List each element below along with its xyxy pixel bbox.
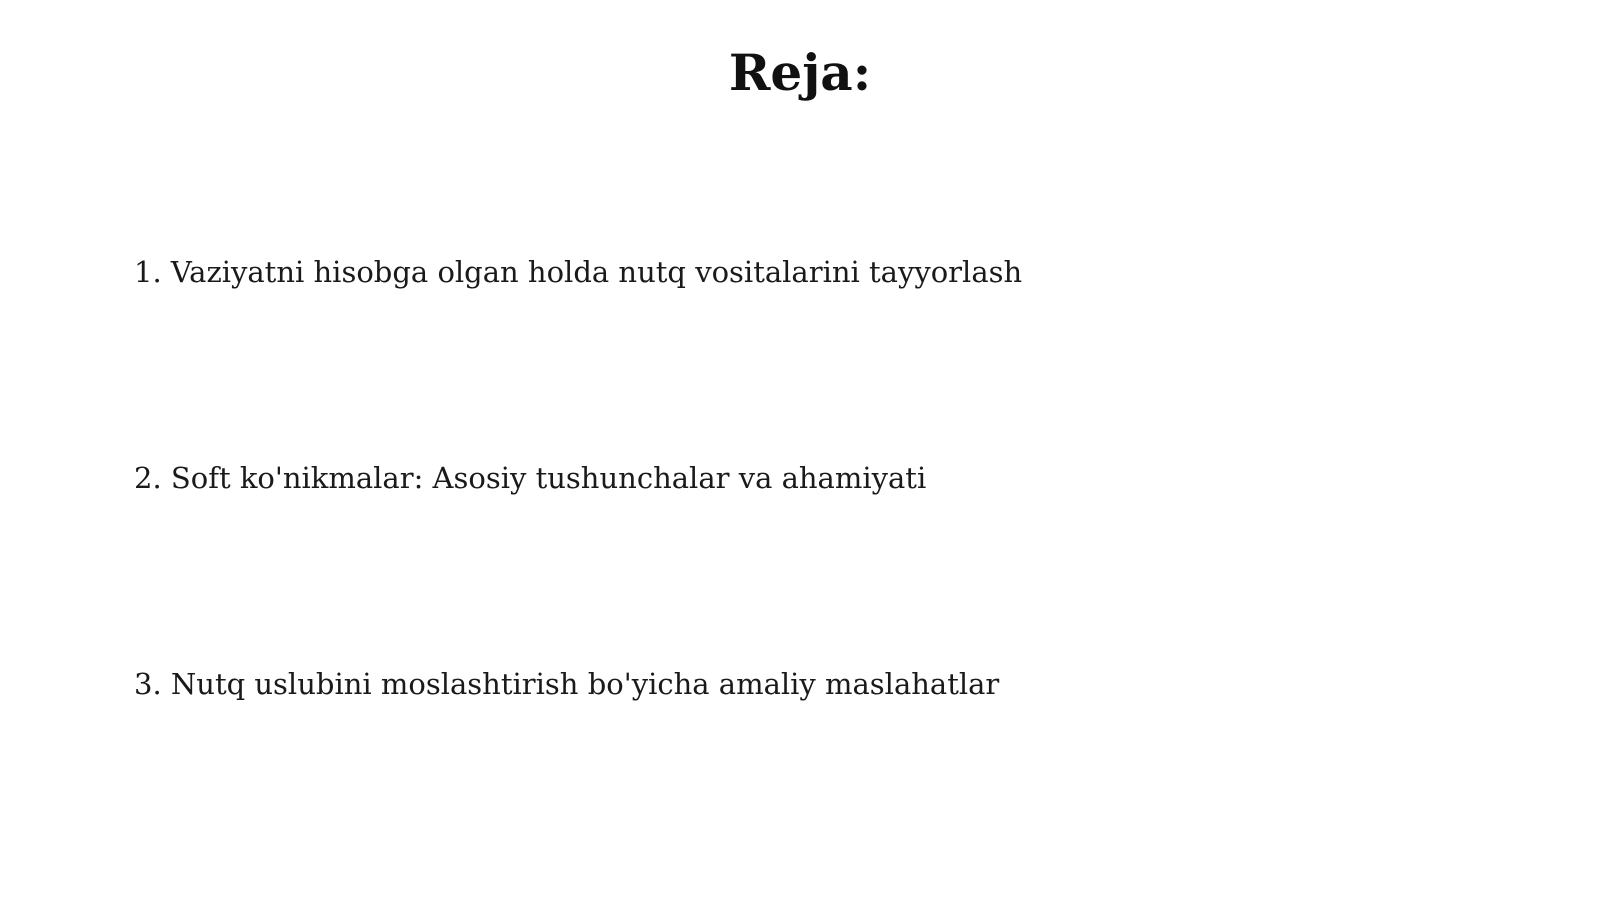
plan-item-1: 1. Vaziyatni hisobga olgan holda nutq vositalarini tayyorlash (134, 255, 1023, 289)
plan-item-3: 3. Nutq uslubini moslashtirish bo'yicha amaliy maslahatlar (134, 667, 1000, 701)
slide-title: Reja: (728, 43, 872, 102)
plan-item-2: 2. Soft ko'nikmalar: Asosiy tushunchalar va ahamiyati (134, 461, 927, 495)
